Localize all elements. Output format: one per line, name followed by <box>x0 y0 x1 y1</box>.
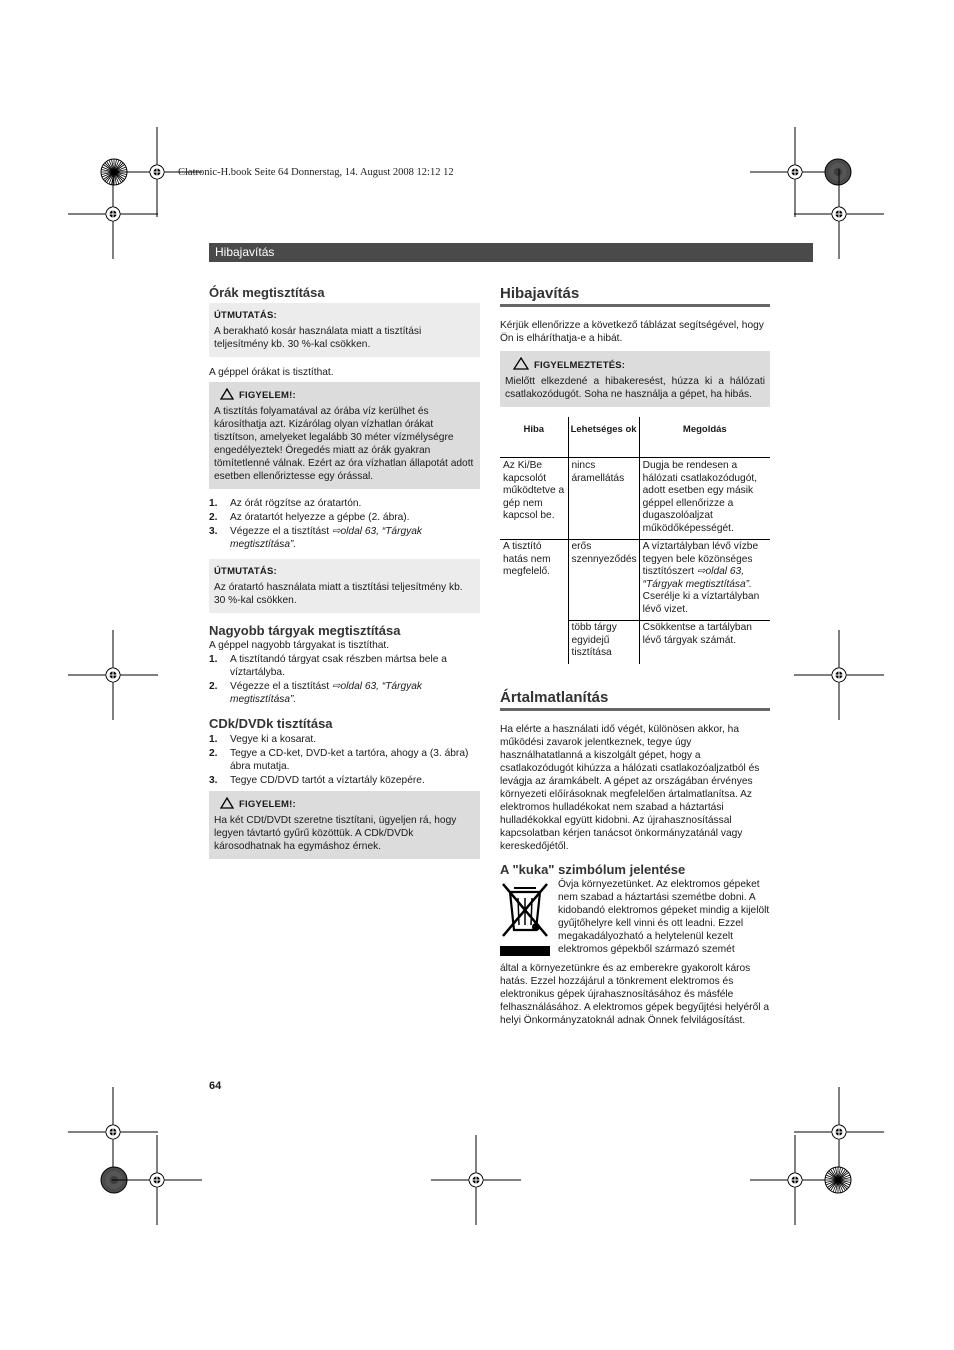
page-reference-link[interactable]: ⇨oldal 63, “Tárgyak megtisztítása”. <box>230 681 423 705</box>
table-header-cause: Lehetséges ok <box>568 417 639 458</box>
table-cell-cause: nincs áramellátás <box>568 458 639 540</box>
list-item: 1. Vegye ki a kosarat. <box>209 734 317 745</box>
cd-cleaning-heading: CDk/DVDk tisztítása <box>209 716 333 731</box>
note-box-holder <box>209 559 480 613</box>
table-row <box>500 540 770 621</box>
large-items-steps-list <box>209 653 480 706</box>
troubleshooting-intro: Kérjük ellenőrizze a következő táblázat segítségével, hogy Ön is elháríthatja-e a hibát. <box>500 320 764 344</box>
right-column <box>500 284 770 1027</box>
bin-symbol-text: által a környezetünkre és az emberekre gyakorolt káros hatás. Ezzel hozzájárul a tönkrement elektromos és elektronikus gépek újrahasznosításához és másféle felhasználásához. A elektromos gépek begyűjtési helyéről a helyi Önkormányzatoknál adnak Önnek felvilágosítást. <box>500 962 770 1026</box>
warning-box-cd <box>209 791 480 859</box>
clock-steps-list <box>209 497 480 551</box>
note-text: A berakható kosár használata miatt a tisztítási teljesítmény kb. 30 %-kal csökken. <box>214 326 422 350</box>
note-title: ÚTMUTATÁS: <box>214 566 277 577</box>
section-header-title: Hibajavítás <box>215 245 275 259</box>
table-row <box>500 458 770 540</box>
troubleshooting-table <box>500 417 770 664</box>
warning-title-row <box>214 797 475 811</box>
page-number: 64 <box>209 1080 222 1092</box>
large-items-heading: Nagyobb tárgyak megtisztítása <box>209 623 401 638</box>
large-items-intro: A géppel nagyobb tárgyakat is tisztíthat. <box>209 640 390 651</box>
troubleshooting-heading: Hibajavítás <box>500 285 580 302</box>
warning-title: FIGYELEM!: <box>239 799 296 810</box>
table-cell-fault: Az Ki/Be kapcsolót működtetve a gép nem kapcsol be. <box>500 458 568 540</box>
bin-symbol-heading: A "kuka" szimbólum jelentése <box>500 861 686 877</box>
disposal-heading-rule <box>500 688 770 711</box>
table-header-row <box>500 417 770 458</box>
note-title: ÚTMUTATÁS: <box>214 310 277 321</box>
table-cell-cause: erős szennyeződés <box>568 540 639 621</box>
table-header-fault: Hiba <box>500 417 568 458</box>
page-reference-link[interactable]: ⇨oldal 63, “Tárgyak megtisztítása”. <box>230 526 423 550</box>
crossed-out-bin-icon <box>500 880 550 960</box>
table-cell-solution: Csökkentse a tartályban lévő tárgyak számát. <box>639 621 770 664</box>
list-item: 2. Az óratartót helyezze a gépbe (2. ábra). <box>209 512 410 523</box>
caution-box <box>500 351 770 407</box>
table-cell-fault: A tisztító hatás nem megfelelő. <box>500 540 568 664</box>
left-column <box>209 284 480 859</box>
note-text: Az óratartó használata miatt a tisztítási teljesítmény kb. 30 %-kal csökken. <box>214 582 463 606</box>
clock-intro-text: A géppel órákat is tisztíthat. <box>209 367 334 378</box>
list-item: 2. Végezze el a tisztítást ⇨oldal 63, “Tárgyak megtisztítása”. <box>209 681 423 705</box>
table-cell-solution: A víztartályban lévő vízbe tegyen bele közönséges tisztítószert ⇨oldal 63, “Tárgyak megtisztítása”. Cserélje ki a víztartályban lévő vizet. <box>639 540 770 621</box>
bin-symbol-text-wrapped: Óvja környezetünket. Az elektromos gépeket nem szabad a háztartási szemétbe dobni. A kidobandó elektromos gépeket mindig a kijelölt gyűjtőhelyre kell vinni és ott leadni. Ezzel megakadályozható a helytelenül kezelt elektromos gépekből származó szemét <box>558 878 770 955</box>
bin-symbol-block <box>500 878 770 1027</box>
warning-title-row <box>214 388 475 402</box>
table-cell-cause: több tárgy egyidejű tisztítása <box>568 621 639 664</box>
warning-text: A tisztítás folyamatával az órába víz kerülhet és károsíthatja azt. Kizárólag olyan vízhatlan órákat tisztítson, amelyeket legalább 30 méter vízmélységre engedélyeztek! Öregedés miatt az órák gyakran tömítetlenné válnak. Ezért az óra vízhatlan állapotát adott esetben ellenőriztesse egy órással. <box>214 406 474 482</box>
warning-triangle-icon <box>220 797 234 809</box>
section-header-bar <box>209 243 813 262</box>
note-box-basket <box>209 303 480 357</box>
table-header-solution: Megoldás <box>639 417 770 458</box>
disposal-heading: Ártalmatlanítás <box>500 688 609 706</box>
troubleshooting-heading-rule <box>500 284 770 307</box>
caution-text: Mielőtt elkezdené a hibakeresést, húzza ki a hálózati csatlakozódugót. Soha ne használja a gépet, ha hibás. <box>505 376 765 400</box>
clock-cleaning-heading: Órák megtisztítása <box>209 285 325 300</box>
warning-title: FIGYELEM!: <box>239 390 296 401</box>
list-item: 3. Tegye CD/DVD tartót a víztartály közepére. <box>209 775 425 786</box>
list-item: 1. Az órát rögzítse az óratartón. <box>209 498 362 509</box>
cd-steps-list <box>209 733 480 787</box>
list-item: 3. Végezze el a tisztítást ⇨oldal 63, “Tárgyak megtisztítása”. <box>209 526 423 550</box>
table-cell-solution: Dugja be rendesen a hálózati csatlakozódugót, adott esetben egy másik géppel ellenőrizze a dugaszolóaljzat működőképességét. <box>642 460 758 534</box>
disposal-text: Ha elérte a használati idő végét, különösen akkor, ha működési zavarok jelentkeznek, tegye úgy használhatatlanná a kiszolgált gépet, hogy a csatlakozódugót kihúzza a hálózati csatlakozóaljzatból és levágja az áramkábelt. A gépet az országában érvényes környezeti előírásoknak megfelelően ártalmatlanítsa. Az elektromos hulladékokat nem szabad a háztartási hulladékokkal együtt kidobni. Az újrahasznosítással kapcsolatban kérjen tanácsot önkormányzatánál vagy kereskedőjétől. <box>500 723 760 852</box>
warning-box-clock <box>209 382 480 489</box>
warning-triangle-icon <box>513 357 529 370</box>
warning-triangle-icon <box>220 388 234 400</box>
page-reference-link[interactable]: ⇨oldal 63, “Tárgyak megtisztítása”. <box>642 566 752 590</box>
print-info-line: Clatronic-H.book Seite 64 Donnerstag, 14. August 2008 12:12 12 <box>178 167 454 178</box>
caution-title-row <box>505 357 765 372</box>
list-item: 2. Tegye a CD-ket, DVD-ket a tartóra, ahogy a (3. ábra) ábra mutatja. <box>209 748 469 772</box>
list-item: 1. A tisztítandó tárgyat csak részben mártsa bele a víztartályba. <box>209 654 447 678</box>
warning-text: Ha két CDt/DVDt szeretne tisztítani, ügyeljen rá, hogy legyen távtartó gyűrű közöttük. A CDk/DVDk károsodhatnak ha egymáshoz érnek. <box>214 815 457 852</box>
caution-title: FIGYELMEZTETÉS: <box>534 360 626 371</box>
